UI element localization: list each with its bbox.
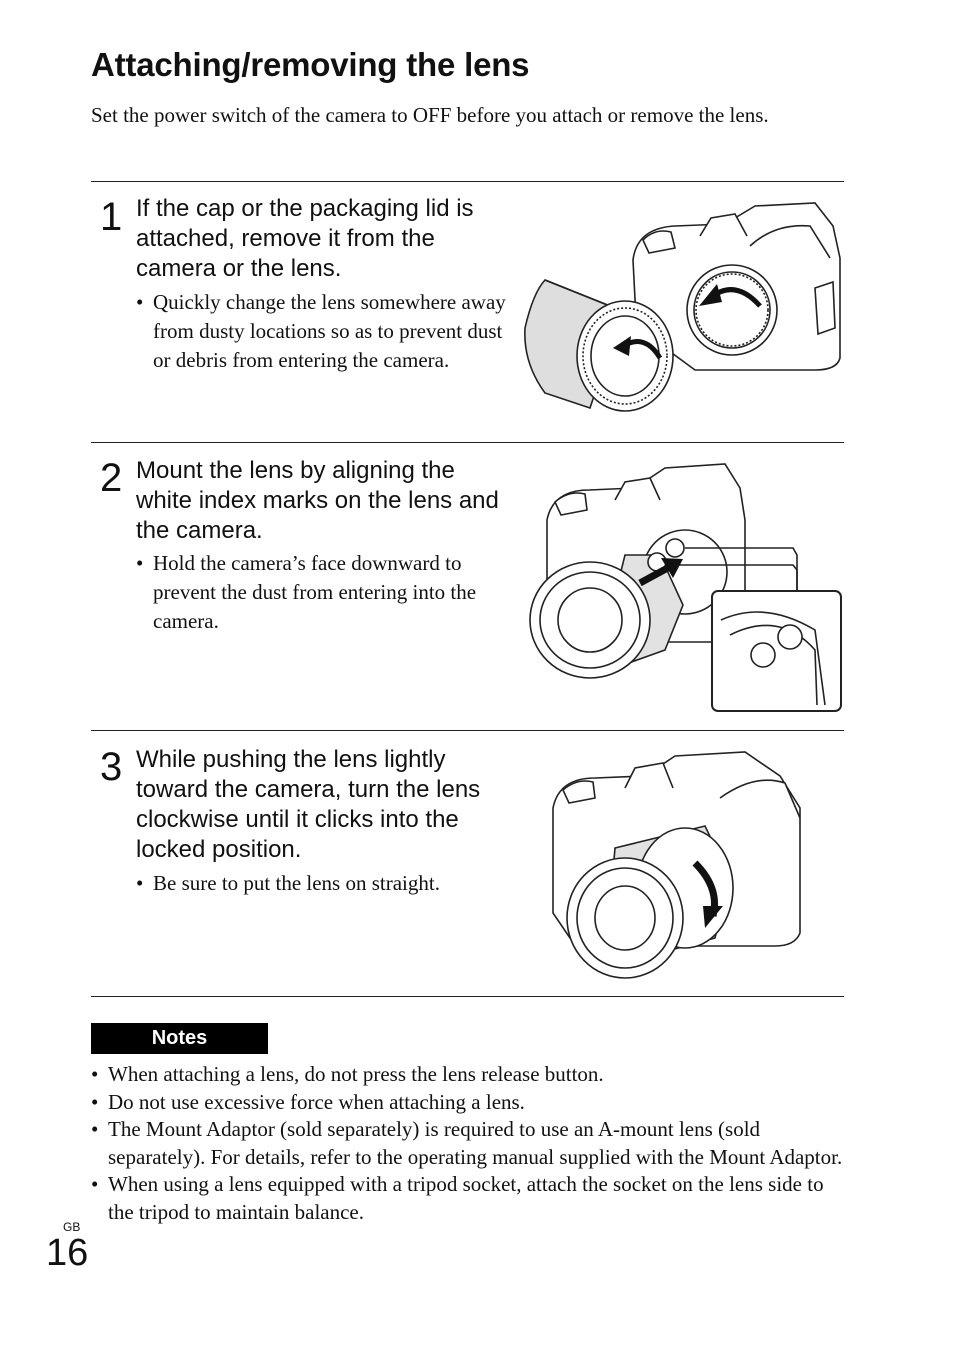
step-2-heading: Mount the lens by aligning the white index marks on the lens and the camera. [136, 457, 499, 544]
step-2-bullet: • Hold the camera’s face downward to prevent the dust from entering into the camera. [136, 551, 477, 633]
step-3-number: 3 [100, 745, 123, 789]
page-title: Attaching/removing the lens [91, 46, 530, 83]
note-item: • When using a lens equipped with a tripod socket, attach the socket on the lens side to the tripod to maintain balance. [91, 1172, 824, 1224]
intro-paragraph: Set the power switch of the camera to OFF before you attach or remove the lens. [91, 103, 769, 127]
step-1-heading: If the cap or the packaging lid is attached, remove it from the camera or the lens. [136, 195, 474, 282]
bullet-marker: • [91, 1089, 99, 1114]
step-2-number: 2 [100, 456, 123, 500]
bullet-marker: • [136, 551, 144, 575]
bullet-marker: • [136, 871, 144, 895]
illustration-remove-caps [515, 198, 845, 418]
notes-label: Notes [91, 1023, 268, 1054]
note-item: • Do not use excessive force when attaching a lens. [91, 1089, 846, 1117]
note-item: • When attaching a lens, do not press the lens release button. [91, 1061, 846, 1089]
bullet-marker: • [136, 290, 144, 314]
illustration-turn-lens-clockwise [545, 748, 810, 983]
step-3-heading: While pushing the lens lightly toward the camera, turn the lens clockwise until it clicks into the locked position. [136, 746, 481, 863]
step-3-bullets [136, 869, 506, 898]
note-item: • The Mount Adaptor (sold separately) is required to use an A-mount lens (sold separately). For details, refer to the operating manual supplied with the Mount Adaptor. [91, 1117, 843, 1169]
step-2-bullets [136, 549, 506, 636]
step-3-bullet: • Be sure to put the lens on straight. [136, 869, 506, 898]
step-1-bullet: • Quickly change the lens somewhere away from dusty locations so as to prevent dust or debris from entering the camera. [136, 290, 506, 372]
notes-list [91, 1061, 846, 1226]
page-number: 16 [46, 1232, 89, 1274]
step-1-bullets [136, 288, 506, 375]
divider-top [91, 181, 844, 182]
divider-step-3 [91, 730, 844, 731]
divider-bottom [91, 996, 844, 997]
bullet-marker: • [91, 1062, 99, 1086]
region-code: GB [63, 1220, 81, 1234]
bullet-marker: • [91, 1117, 99, 1141]
step-1-number: 1 [100, 195, 123, 239]
divider-step-2 [91, 442, 844, 443]
illustration-align-index-marks [525, 460, 845, 715]
bullet-marker: • [91, 1172, 99, 1196]
